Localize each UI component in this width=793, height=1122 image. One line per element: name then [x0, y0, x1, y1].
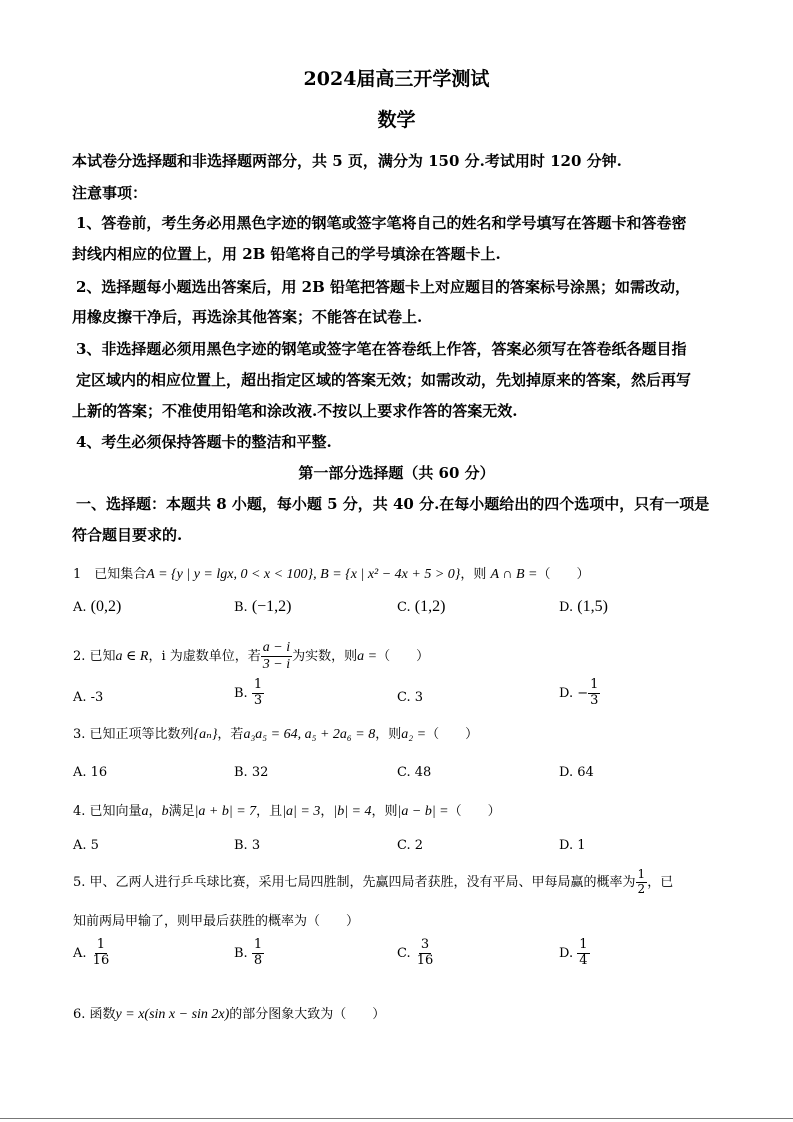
question-4-mid3: ，则	[371, 804, 398, 819]
q2-option-d-fraction	[588, 678, 600, 709]
notice-item-1-line-1: 1、答卷前，考生务必用黑色字迹的钢笔或签字笔将自己的姓名和学号填写在答题卡和答卷密	[76, 214, 687, 232]
q1-option-a	[73, 598, 121, 616]
q1-option-a-label: A.	[73, 600, 87, 615]
question-2-var: a ∈ R	[115, 649, 149, 665]
question-2-frac-den: 3 − i	[262, 657, 291, 673]
question-6	[73, 1003, 385, 1023]
notice-item-3-line-3: 上新的答案；不准使用铅笔和涂改液.不按以上要求作答的答案无效.	[72, 402, 518, 420]
q1-option-a-value: (0,2)	[90, 598, 122, 615]
q5-option-b-num: 1	[253, 937, 263, 952]
question-2-mid: ，i 为虚数单位，若	[148, 649, 261, 665]
question-2-prefix: 2. 已知	[73, 649, 116, 665]
question-6-func: y = x(sin x − sin 2x)	[115, 1007, 230, 1022]
q2-option-b-label: B.	[234, 685, 248, 701]
question-4-cond2: |a| = 3	[282, 804, 321, 819]
question-1-prefix: 1 已知集合	[73, 567, 147, 582]
question-5-text-b: ，已	[647, 874, 674, 890]
q4-option-a: A. 5	[73, 838, 99, 853]
q4-option-c: C. 2	[397, 838, 424, 853]
question-3-expr: a₂ =	[401, 727, 427, 742]
question-4-expr: |a − b| =	[397, 804, 449, 819]
q1-option-b-value: (−1,2)	[251, 598, 292, 615]
q2-option-d-sign: −	[577, 685, 589, 701]
exam-title: 2024届高三开学测试	[303, 68, 490, 90]
section-heading-line-1: 一、选择题：本题共 8 小题，每小题 5 分，共 40 分.在每小题给出的四个选项中，只有一项是	[76, 495, 710, 513]
question-1	[73, 563, 589, 583]
q5-option-c	[397, 938, 435, 969]
question-3-mid: ，若	[217, 727, 244, 742]
notice-item-3-line-1: 3、非选择题必须用黑色字迹的钢笔或签字笔在答卷纸上作答，答案必须写在答卷纸各题目指	[76, 340, 687, 358]
q4-option-b: B. 3	[234, 838, 261, 853]
part1-title: 第一部分选择题（共 60 分）	[298, 464, 495, 482]
notice-item-4: 4、考生必须保持答题卡的整洁和平整.	[76, 433, 332, 451]
q1-option-d	[559, 598, 608, 616]
q2-option-b-fraction	[252, 678, 264, 709]
question-2-expr: a =	[357, 649, 378, 665]
q3-option-b: B. 32	[234, 765, 269, 780]
question-6-prefix: 6. 函数	[73, 1007, 116, 1022]
q2-option-c: C. 3	[397, 690, 424, 705]
question-2-paren: （ ）	[377, 649, 430, 665]
q1-option-c-label: C.	[397, 600, 411, 615]
q5-option-a-fraction	[91, 938, 112, 969]
q5-option-d-label: D.	[559, 945, 574, 961]
question-5-text-a: 5. 甲、乙两人进行乒乓球比赛，采用七局四胜制，先赢四局者获胜，没有平局、甲每局赢的概率为	[73, 874, 636, 890]
q2-option-d-den: 3	[590, 692, 599, 708]
q5-option-b-den: 8	[253, 952, 263, 968]
question-5-line-2: 知前两局甲输了，则甲最后获胜的概率为（ ）	[73, 914, 360, 929]
question-3	[73, 723, 478, 743]
question-4-cond1: |a + b| = 7	[194, 804, 257, 819]
q5-option-d	[559, 938, 590, 969]
intro-text: 本试卷分选择题和非选择题两部分，共 5 页，满分为 150 分.考试用时 120 分钟.	[72, 152, 622, 170]
q5-option-c-fraction	[415, 938, 436, 969]
q2-option-d	[559, 678, 600, 709]
q1-option-d-label: D.	[559, 600, 574, 615]
q2-option-a: A. -3	[73, 690, 104, 705]
question-3-seq: {aₙ}	[193, 727, 218, 742]
q5-option-b	[234, 938, 264, 969]
q5-option-a-label: A.	[73, 945, 87, 961]
question-4-sep: ，	[148, 804, 162, 819]
question-4-sep2: ，	[320, 804, 334, 819]
question-4-prefix: 4. 已知向量	[73, 804, 142, 819]
question-3-suffix: ，则	[375, 727, 402, 742]
q2-option-b	[234, 678, 264, 709]
question-4-cond3: |b| = 4	[333, 804, 372, 819]
q4-option-d: D. 1	[559, 838, 586, 853]
q5-option-a-den: 16	[92, 952, 110, 968]
q2-option-d-label: D.	[559, 685, 574, 701]
q1-option-b	[234, 598, 292, 616]
q2-option-b-num: 1	[253, 677, 263, 692]
question-4-vec-a: a	[141, 804, 149, 819]
question-4-mid1: 满足	[168, 804, 195, 819]
q5-option-c-num: 3	[420, 937, 430, 952]
q2-option-d-num: 1	[590, 677, 599, 692]
question-1-sets: A = {y | y = lgx, 0 < x < 100}, B = {x | x² − 4x + 5 > 0}	[146, 567, 461, 582]
question-1-suffix: ，则	[460, 567, 487, 582]
question-3-prefix: 3. 已知正项等比数列	[73, 727, 194, 742]
question-2-frac-num: a − i	[261, 640, 292, 657]
question-4-mid2: ，且	[256, 804, 283, 819]
subject-title: 数学	[377, 109, 416, 131]
question-5-half-fraction	[636, 868, 648, 897]
q3-option-d: D. 64	[559, 765, 594, 780]
q5-option-b-fraction	[252, 938, 264, 969]
q1-option-b-label: B.	[234, 600, 248, 615]
question-2	[73, 640, 429, 673]
notice-title: 注意事项：	[72, 184, 148, 202]
q5-option-d-fraction	[577, 938, 589, 969]
q1-option-d-value: (1,5)	[577, 598, 608, 615]
q5-option-d-den: 4	[579, 952, 588, 968]
question-3-paren: （ ）	[426, 727, 479, 742]
question-5-half-den: 2	[637, 881, 646, 896]
question-6-suffix: 的部分图象大致为（ ）	[229, 1007, 386, 1022]
notice-item-2-line-2: 用橡皮擦干净后，再选涂其他答案；不能答在试卷上.	[72, 308, 423, 326]
q5-option-c-label: C.	[397, 945, 411, 961]
notice-item-2-line-1: 2、选择题每小题选出答案后，用 2B 铅笔把答题卡上对应题目的答案标号涂黑；如需改动，	[76, 278, 691, 296]
q1-option-c	[397, 598, 445, 616]
q5-option-a-num: 1	[96, 937, 106, 952]
notice-item-3-line-2: 定区域内的相应位置上，超出指定区域的答案无效；如需改动，先划掉原来的答案，然后再写	[76, 371, 692, 389]
question-5-line-1	[73, 868, 673, 897]
q3-option-a: A. 16	[73, 765, 108, 780]
q5-option-b-label: B.	[234, 945, 248, 961]
q2-option-b-den: 3	[253, 692, 263, 708]
question-1-paren: （ ）	[537, 567, 590, 582]
question-1-expr: A ∩ B =	[490, 567, 538, 582]
question-3-cond: a₃a₅ = 64, a₅ + 2a₆ = 8	[243, 727, 376, 742]
q5-option-a	[73, 938, 111, 969]
question-5-half-num: 1	[637, 867, 646, 881]
page-bottom-divider	[0, 1118, 793, 1119]
q5-option-d-num: 1	[579, 937, 588, 952]
q3-option-c: C. 48	[397, 765, 432, 780]
question-2-fraction	[261, 640, 292, 673]
question-4-vec-b: b	[161, 804, 169, 819]
notice-item-1-line-2: 封线内相应的位置上，用 2B 铅笔将自己的学号填涂在答题卡上.	[72, 245, 501, 263]
question-4	[73, 800, 501, 820]
question-4-paren: （ ）	[448, 804, 501, 819]
q5-option-c-den: 16	[416, 952, 434, 968]
q1-option-c-value: (1,2)	[414, 598, 446, 615]
section-heading-line-2: 符合题目要求的.	[72, 526, 183, 544]
question-2-suffix: 为实数，则	[292, 649, 358, 665]
